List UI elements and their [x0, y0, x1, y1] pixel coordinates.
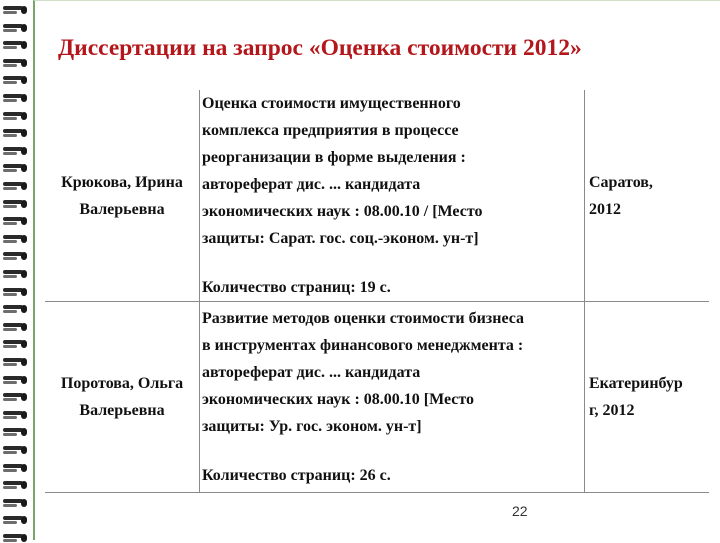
- binding-ring: [3, 252, 25, 261]
- binding-ring: [3, 376, 25, 385]
- slide-title: Диссертации на запрос «Оценка стоимости 2012»: [58, 35, 582, 61]
- description-cell: [200, 302, 585, 493]
- binding-ring: [3, 235, 25, 244]
- place-city: Саратов,: [589, 173, 653, 191]
- binding-ring: [3, 6, 25, 15]
- binding-ring: [3, 164, 25, 173]
- binding-ring: [3, 305, 25, 314]
- place-city: Екатеринбур: [589, 375, 683, 392]
- binding-ring: [3, 217, 25, 226]
- binding-ring: [3, 481, 25, 490]
- description-cell: [200, 90, 585, 302]
- author-cell: [45, 302, 200, 493]
- table-row: [45, 90, 709, 302]
- binding-ring: [3, 59, 25, 68]
- place-cell: [585, 302, 710, 493]
- spacer: [202, 440, 582, 462]
- binding-ring: [3, 182, 25, 191]
- binding-ring: [3, 112, 25, 121]
- description-line: защиты: Ур. гос. эконом. ун-т]: [202, 418, 422, 435]
- author-patronymic: Валерьевна: [79, 200, 165, 218]
- page-number: 22: [512, 503, 528, 519]
- author-name: Крюкова, Ирина: [61, 173, 183, 191]
- binding-ring: [3, 411, 25, 420]
- binding-ring: [3, 323, 25, 332]
- table-row: [45, 302, 709, 493]
- binding-ring: [3, 464, 25, 473]
- description-line: Развитие методов оценки стоимости бизнеса: [202, 310, 525, 327]
- binding-ring: [3, 393, 25, 402]
- description-line: защиты: Сарат. гос. соц.-эконом. ун-т]: [202, 230, 479, 247]
- binding-ring: [3, 129, 25, 138]
- place-year: 2012: [589, 200, 621, 218]
- binding-ring: [3, 340, 25, 349]
- dissertation-table: [45, 90, 709, 493]
- binding-ring: [3, 41, 25, 50]
- spacer: [202, 252, 582, 274]
- description-line: автореферат дис. ... кандидата: [202, 364, 421, 381]
- binding-ring: [3, 270, 25, 279]
- binding-ring: [3, 147, 25, 156]
- binding-ring: [3, 534, 25, 543]
- spiral-binding: [0, 0, 30, 540]
- binding-ring: [3, 94, 25, 103]
- page-count: Количество страниц: 19 с.: [202, 279, 391, 296]
- place-year: г, 2012: [589, 402, 635, 419]
- binding-ring: [3, 200, 25, 209]
- place-cell: [585, 90, 710, 302]
- author-name: Поротова, Ольга: [60, 375, 184, 392]
- binding-ring: [3, 499, 25, 508]
- binding-ring: [3, 428, 25, 437]
- binding-ring: [3, 24, 25, 33]
- description-line: в инструментах финансового менеджмента :: [202, 337, 524, 354]
- description-line: Оценка стоимости имущественного: [202, 95, 461, 112]
- description-line: экономических наук : 08.00.10 / [Место: [202, 203, 483, 220]
- description-line: экономических наук : 08.00.10 [Место: [202, 391, 475, 408]
- binding-ring: [3, 76, 25, 85]
- binding-ring: [3, 516, 25, 525]
- binding-ring: [3, 358, 25, 367]
- description-line: автореферат дис. ... кандидата: [202, 176, 421, 193]
- binding-ring: [3, 446, 25, 455]
- binding-ring: [3, 288, 25, 297]
- description-line: комплекса предприятия в процессе: [202, 122, 459, 139]
- author-patronymic: Валерьевна: [79, 402, 165, 419]
- page-count: Количество страниц: 26 с.: [202, 467, 391, 484]
- description-line: реорганизации в форме выделения :: [202, 149, 466, 166]
- author-cell: [45, 90, 200, 302]
